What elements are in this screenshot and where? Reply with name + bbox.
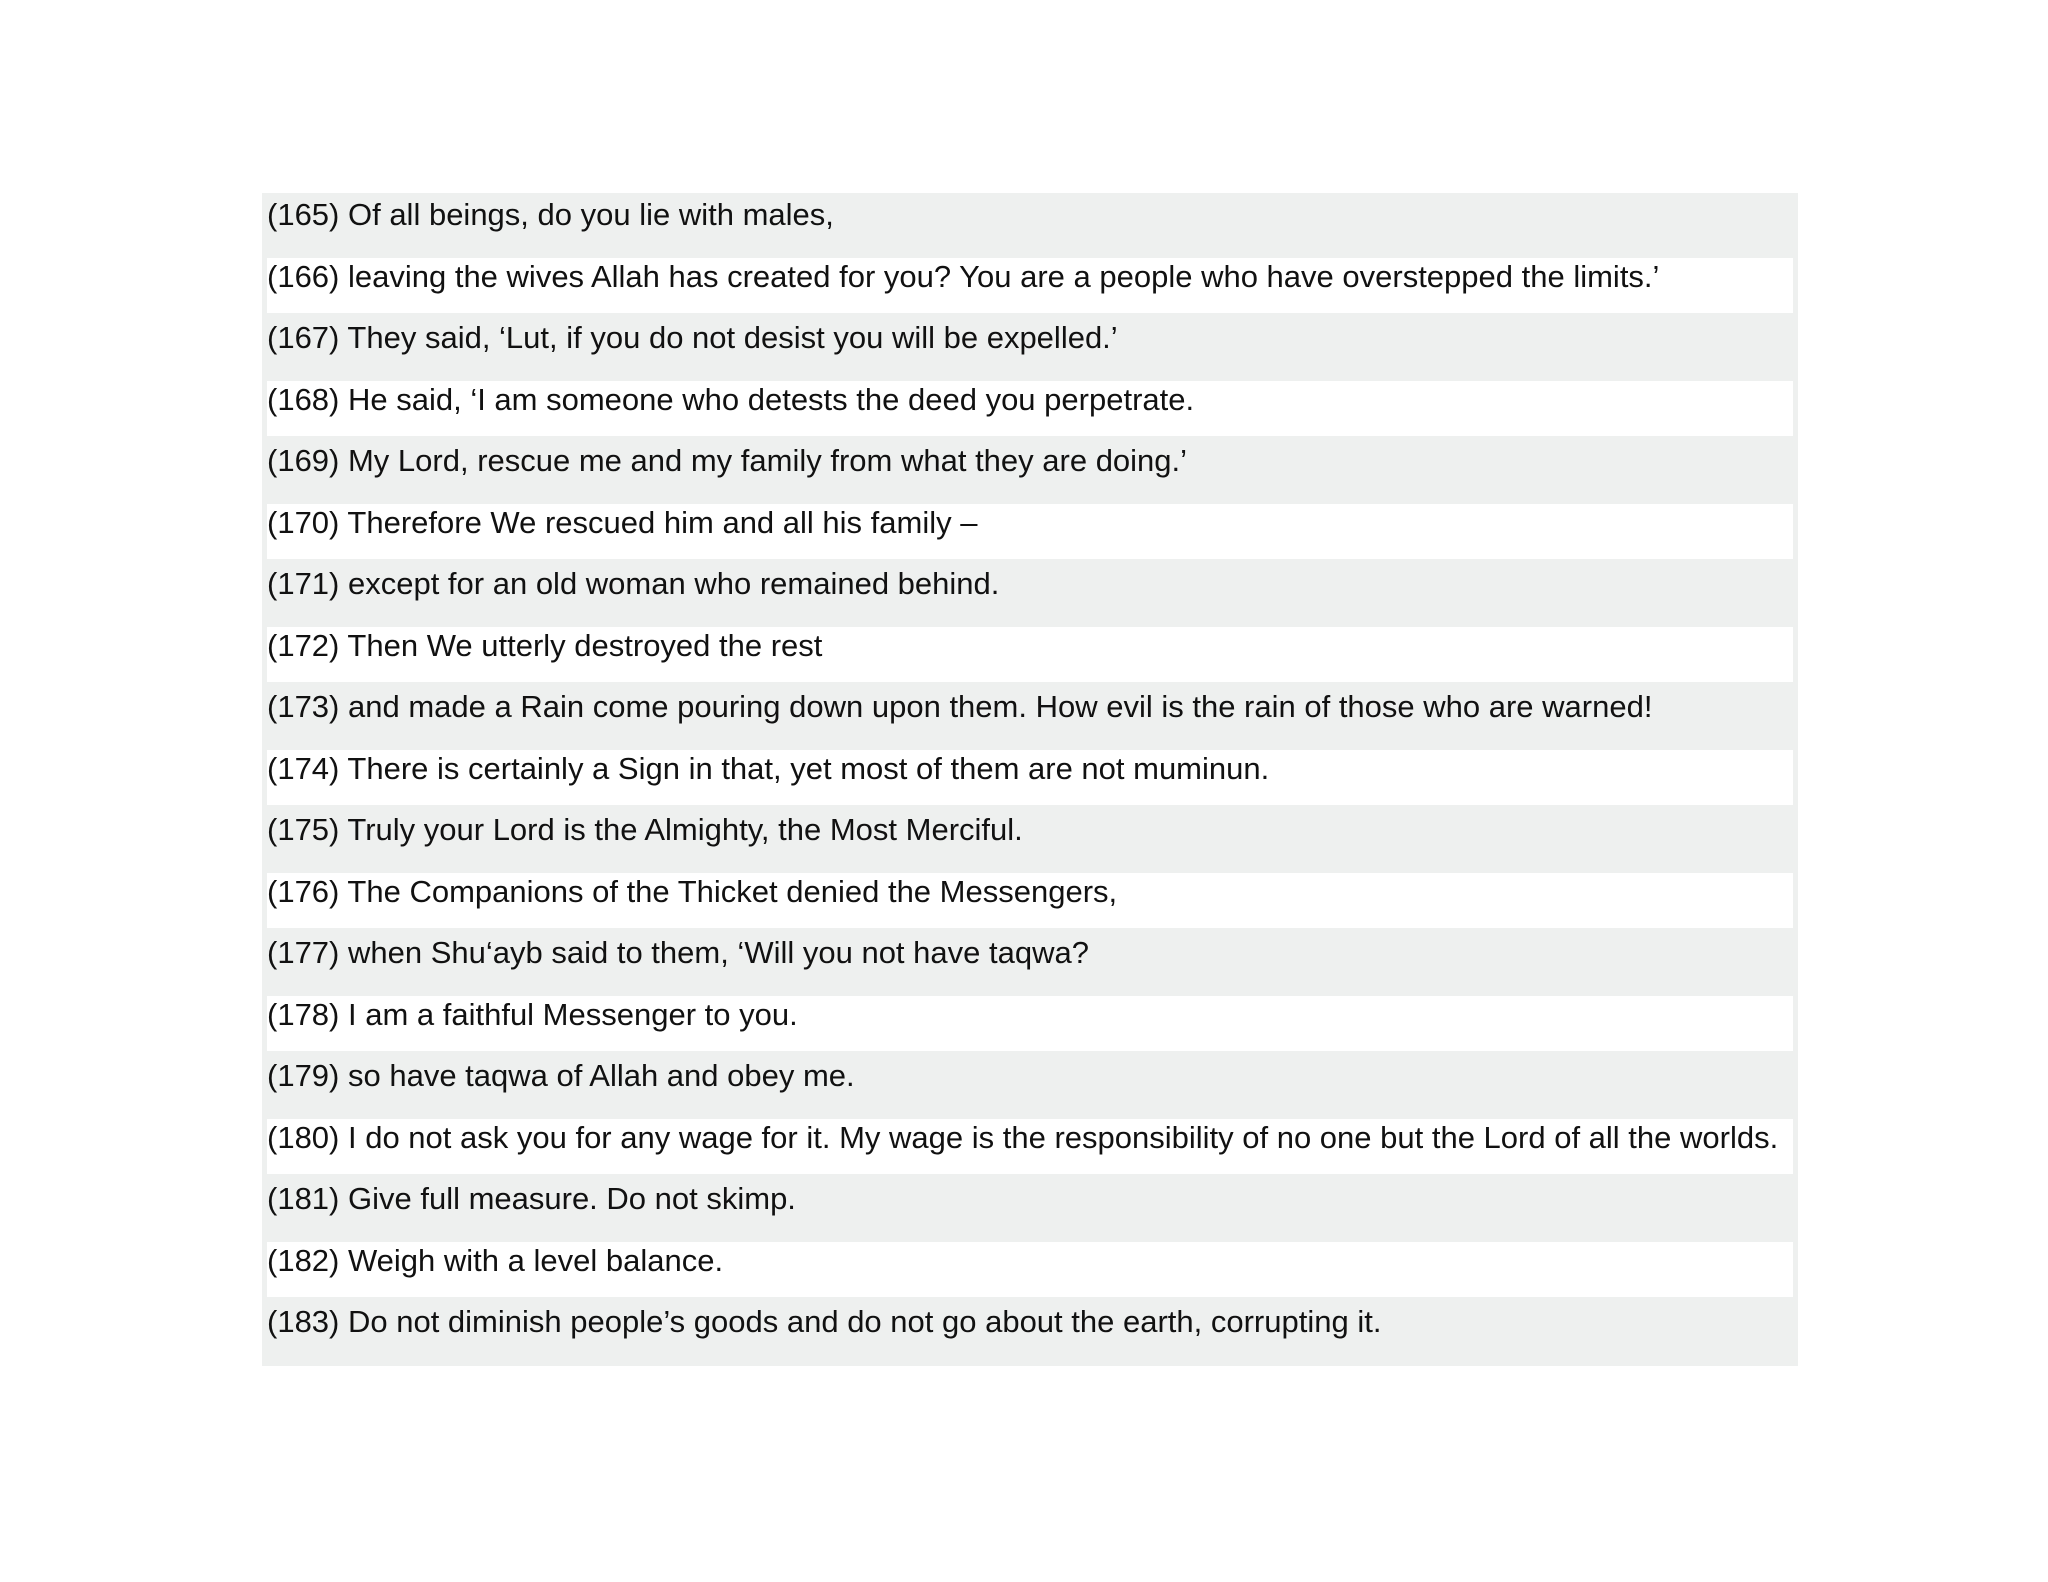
verse-row-178: (178) I am a faithful Messenger to you. (267, 993, 1793, 1055)
verse-row-167: (167) They said, ‘Lut, if you do not desist you will be expelled.’ (267, 316, 1793, 378)
verse-row-171: (171) except for an old woman who remained behind. (267, 562, 1793, 624)
verse-row-166: (166) leaving the wives Allah has created for you? You are a people who have overstepped the limits.’ (267, 255, 1793, 317)
verse-row-165: (165) Of all beings, do you lie with males, (267, 193, 1793, 255)
verse-row-183: (183) Do not diminish people’s goods and do not go about the earth, corrupting it. (267, 1300, 1793, 1366)
verse-row-182: (182) Weigh with a level balance. (267, 1239, 1793, 1301)
verse-row-176: (176) The Companions of the Thicket denied the Messengers, (267, 870, 1793, 932)
verse-row-177: (177) when Shu‘ayb said to them, ‘Will you not have taqwa? (267, 931, 1793, 993)
verse-row-170: (170) Therefore We rescued him and all his family – (267, 501, 1793, 563)
verse-row-174: (174) There is certainly a Sign in that, yet most of them are not muminun. (267, 747, 1793, 809)
verse-row-179: (179) so have taqwa of Allah and obey me. (267, 1054, 1793, 1116)
verse-row-173: (173) and made a Rain come pouring down upon them. How evil is the rain of those who are warned! (267, 685, 1793, 747)
verse-row-168: (168) He said, ‘I am someone who detests the deed you perpetrate. (267, 378, 1793, 440)
verse-row-169: (169) My Lord, rescue me and my family from what they are doing.’ (267, 439, 1793, 501)
verse-row-180: (180) I do not ask you for any wage for it. My wage is the responsibility of no one but the Lord of all the worlds. (267, 1116, 1793, 1178)
verse-table (262, 193, 1798, 1366)
verse-row-172: (172) Then We utterly destroyed the rest (267, 624, 1793, 686)
verse-row-181: (181) Give full measure. Do not skimp. (267, 1177, 1793, 1239)
verse-row-175: (175) Truly your Lord is the Almighty, the Most Merciful. (267, 808, 1793, 870)
